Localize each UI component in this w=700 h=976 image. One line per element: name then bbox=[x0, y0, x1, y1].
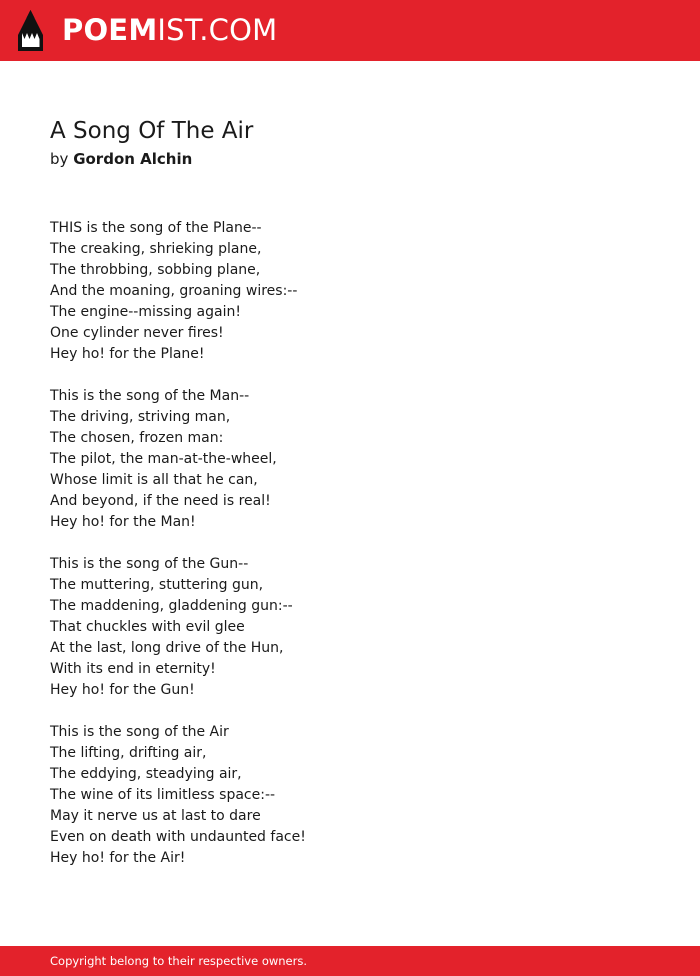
poem-line: One cylinder never fires! bbox=[50, 325, 224, 341]
poem-line: The driving, striving man, bbox=[50, 409, 231, 425]
author-name: Gordon Alchin bbox=[73, 150, 193, 168]
poem-title: A Song Of The Air bbox=[50, 118, 254, 144]
poem-body bbox=[50, 218, 650, 890]
poem-stanza bbox=[50, 554, 650, 701]
poem-line: At the last, long drive of the Hun, bbox=[50, 640, 284, 656]
poem-line: This is the song of the Air bbox=[50, 724, 229, 740]
poem-stanza bbox=[50, 386, 650, 533]
poem-line: The eddying, steadying air, bbox=[50, 766, 242, 782]
site-footer bbox=[0, 946, 700, 976]
poem-line: The throbbing, sobbing plane, bbox=[50, 262, 261, 278]
poem-line: The lifting, drifting air, bbox=[50, 745, 207, 761]
poem-line: This is the song of the Gun-- bbox=[50, 556, 249, 572]
poem-line: The engine--missing again! bbox=[50, 304, 241, 320]
poem-line: With its end in eternity! bbox=[50, 661, 216, 677]
poem-line: The muttering, stuttering gun, bbox=[50, 577, 264, 593]
poem-line: The creaking, shrieking plane, bbox=[50, 241, 262, 257]
site-header bbox=[0, 0, 700, 61]
poem-line: Hey ho! for the Air! bbox=[50, 850, 186, 866]
poem-line: The pilot, the man-at-the-wheel, bbox=[50, 451, 277, 467]
poem-line: The chosen, frozen man: bbox=[50, 430, 224, 446]
logo-text-light: IST.COM bbox=[157, 13, 278, 47]
byline bbox=[50, 148, 192, 170]
poem-line: And beyond, if the need is real! bbox=[50, 493, 271, 509]
poem-line: May it nerve us at last to dare bbox=[50, 808, 261, 824]
by-label: by bbox=[50, 150, 69, 168]
poem-line: Whose limit is all that he can, bbox=[50, 472, 258, 488]
poem-line: The wine of its limitless space:-- bbox=[50, 787, 276, 803]
poem-line: And the moaning, groaning wires:-- bbox=[50, 283, 298, 299]
poem-line: Even on death with undaunted face! bbox=[50, 829, 306, 845]
poem-line: That chuckles with evil glee bbox=[50, 619, 245, 635]
copyright-notice: Copyright belong to their respective owners. bbox=[50, 954, 308, 968]
pencil-tip-icon bbox=[16, 9, 45, 52]
poem-line: Hey ho! for the Plane! bbox=[50, 346, 205, 362]
poem-line: THIS is the song of the Plane-- bbox=[50, 220, 262, 236]
poem-line: Hey ho! for the Gun! bbox=[50, 682, 195, 698]
logo-text-strong: POEM bbox=[62, 13, 158, 47]
poem-stanza bbox=[50, 218, 650, 365]
poem-line: Hey ho! for the Man! bbox=[50, 514, 196, 530]
poem-stanza bbox=[50, 722, 650, 869]
poem-line: The maddening, gladdening gun:-- bbox=[50, 598, 293, 614]
poem-line: This is the song of the Man-- bbox=[50, 388, 250, 404]
site-logo[interactable] bbox=[62, 11, 277, 49]
